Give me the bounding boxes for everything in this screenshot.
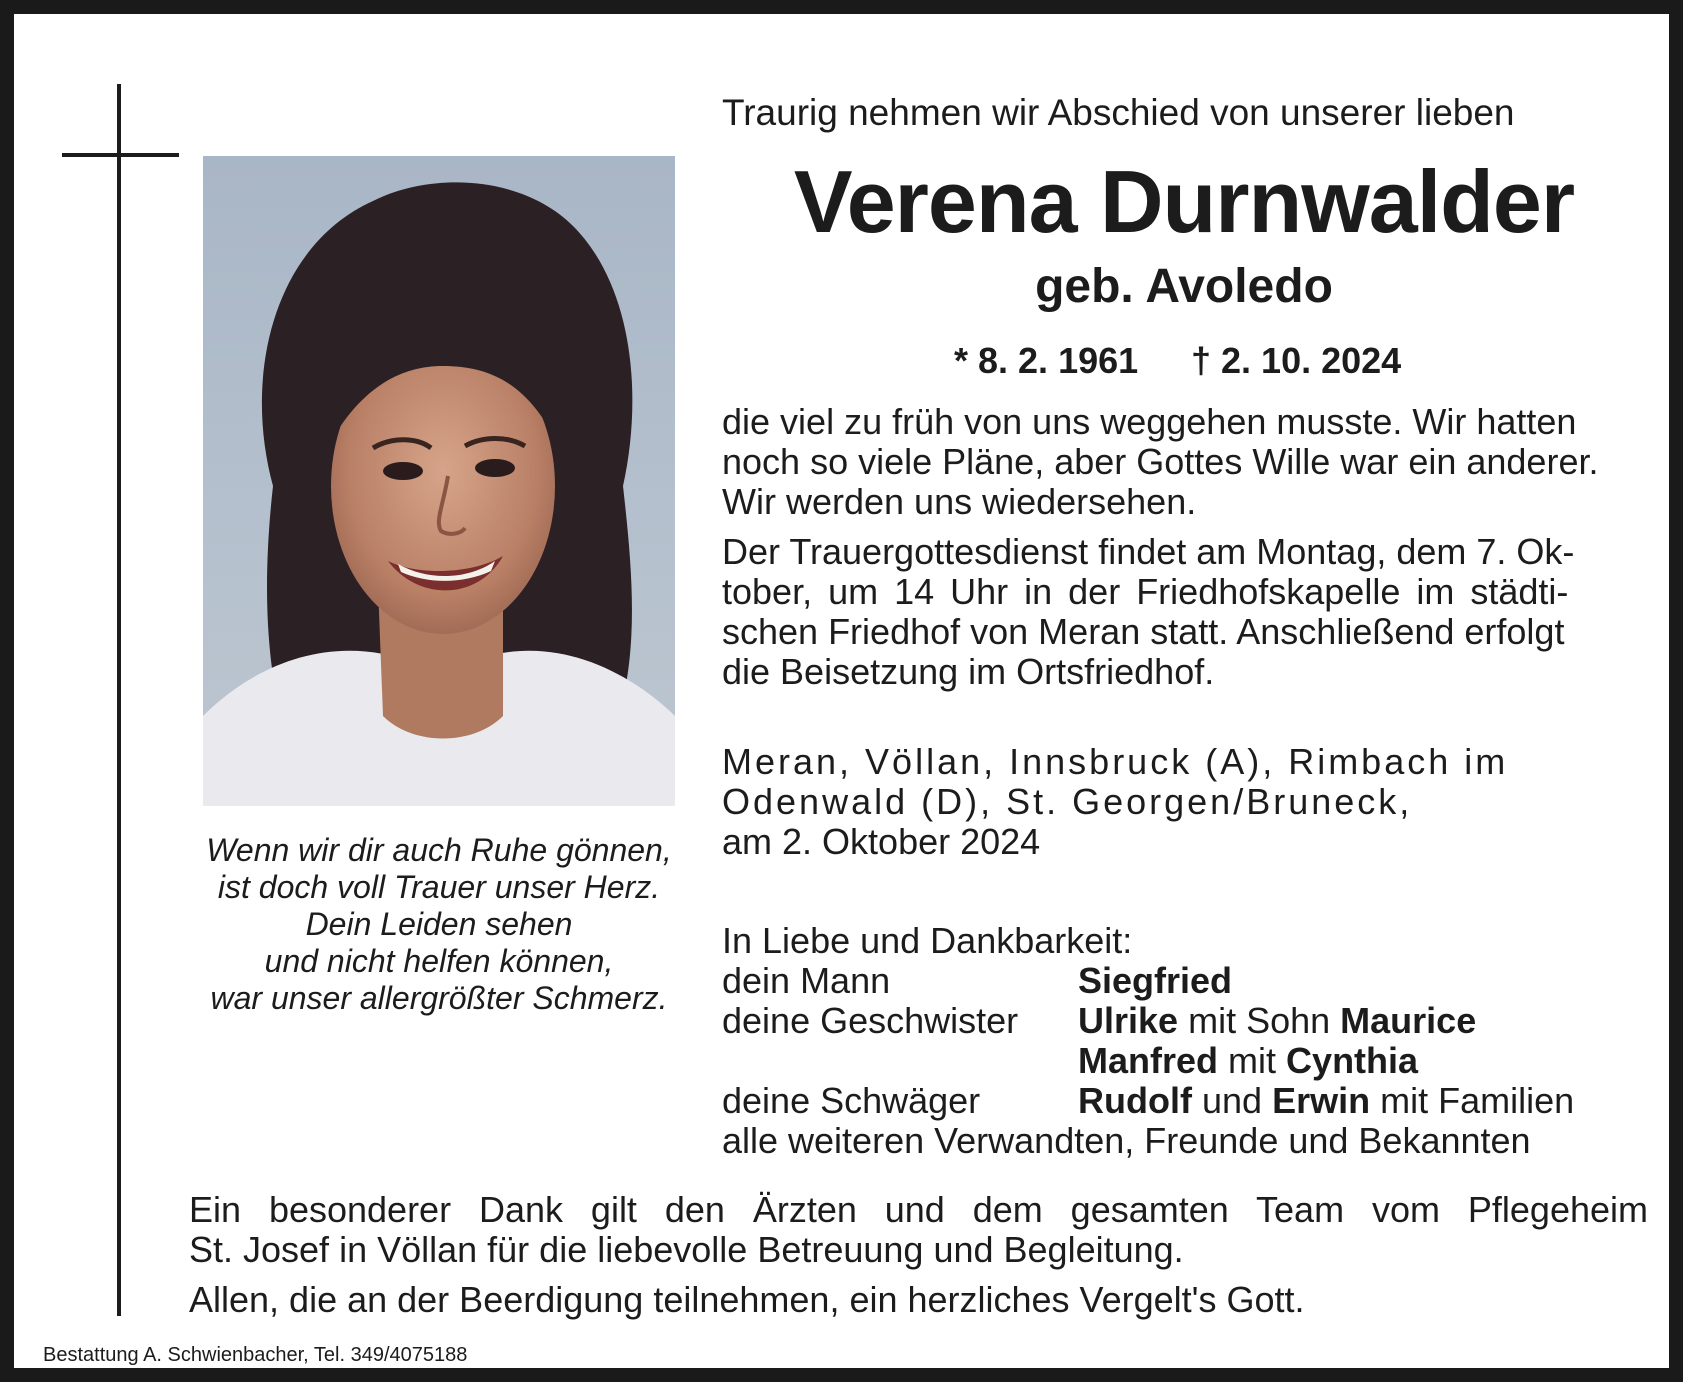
inlaws-entry [1078,1080,1574,1122]
husband-name [1078,960,1232,1002]
thanks-line: Ein besonderer Dank gilt den Ärzten und dem gesamten Team vom Pflegeheim [189,1189,1648,1230]
verse-line: und nicht helfen können, [264,943,614,979]
other-mourners: alle weiteren Verwandten, Freunde und Bekannten [722,1120,1531,1161]
inlaw-name: Rudolf [1078,1080,1192,1121]
cross-vertical-bar [117,84,121,1316]
cross-horizontal-bar [62,153,179,157]
place-date-line: am 2. Oktober 2024 [722,821,1041,862]
sibling-name: Manfred [1078,1040,1219,1081]
portrait-illustration [203,156,675,806]
sibling-name: Ulrike [1078,1000,1179,1041]
funeral-home-footer: Bestattung A. Schwienbacher, Tel. 349/4075188 [43,1344,468,1366]
verse-line: Dein Leiden sehen [305,906,573,942]
service-line: tober, um 14 Uhr in der Friedhofskapelle im städti- [722,571,1569,612]
place-line: Meran, Völlan, Innsbruck (A), Rimbach im [722,741,1509,782]
verse-line: Wenn wir dir auch Ruhe gönnen, [206,832,672,868]
service-line: Der Trauergottesdienst findet am Montag, dem 7. Ok- [722,531,1575,572]
maiden-name: geb. Avoledo [1035,260,1333,313]
place-line: Odenwald (D), St. Georgen/Bruneck, [722,781,1413,822]
thanks-line: St. Josef in Völlan für die liebevolle Betreuung und Begleitung. [189,1229,1184,1270]
inlaws-label: deine Schwäger [722,1080,981,1121]
intro-text: Traurig nehmen wir Abschied von unserer lieben [722,92,1515,133]
relation-text: und [1201,1080,1263,1121]
relative-name: Maurice [1340,1000,1477,1041]
service-line: die Beisetzung im Ortsfriedhof. [722,651,1215,692]
memorial-verse [203,832,675,1017]
portrait-photo [203,156,675,806]
paragraph-line: die viel zu früh von uns weggehen musste. Wir hatten [722,401,1577,442]
closing-line: Allen, die an der Beerdigung teilnehmen, ein herzliches Vergelt's Gott. [189,1279,1305,1320]
sibling-entry [1078,1040,1418,1082]
service-line: schen Friedhof von Meran statt. Anschließend erfolgt [722,611,1565,652]
relative-name: Cynthia [1286,1040,1419,1081]
relation-text: mit Sohn [1188,1000,1331,1041]
verse-line: ist doch voll Trauer unser Herz. [217,869,661,905]
obituary-card [14,14,1669,1368]
inlaw-name: Erwin [1272,1080,1371,1121]
birth-date: * 8. 2. 1961 [954,340,1139,381]
husband-label: dein Mann [722,960,891,1001]
mourners-heading: In Liebe und Dankbarkeit: [722,920,1133,961]
deceased-name: Verena Durnwalder [793,152,1575,251]
relation-text: mit Familien [1380,1080,1575,1121]
paragraph-line: noch so viele Pläne, aber Gottes Wille war ein anderer. [722,441,1599,482]
siblings-label: deine Geschwister [722,1000,1019,1041]
sibling-entry [1078,1000,1476,1042]
husband-name-text: Siegfried [1078,960,1233,1001]
relation-text: mit [1228,1040,1277,1081]
verse-line: war unser allergrößter Schmerz. [210,980,668,1016]
death-date: † 2. 10. 2024 [1191,340,1402,381]
paragraph-line: Wir werden uns wiedersehen. [722,481,1197,522]
